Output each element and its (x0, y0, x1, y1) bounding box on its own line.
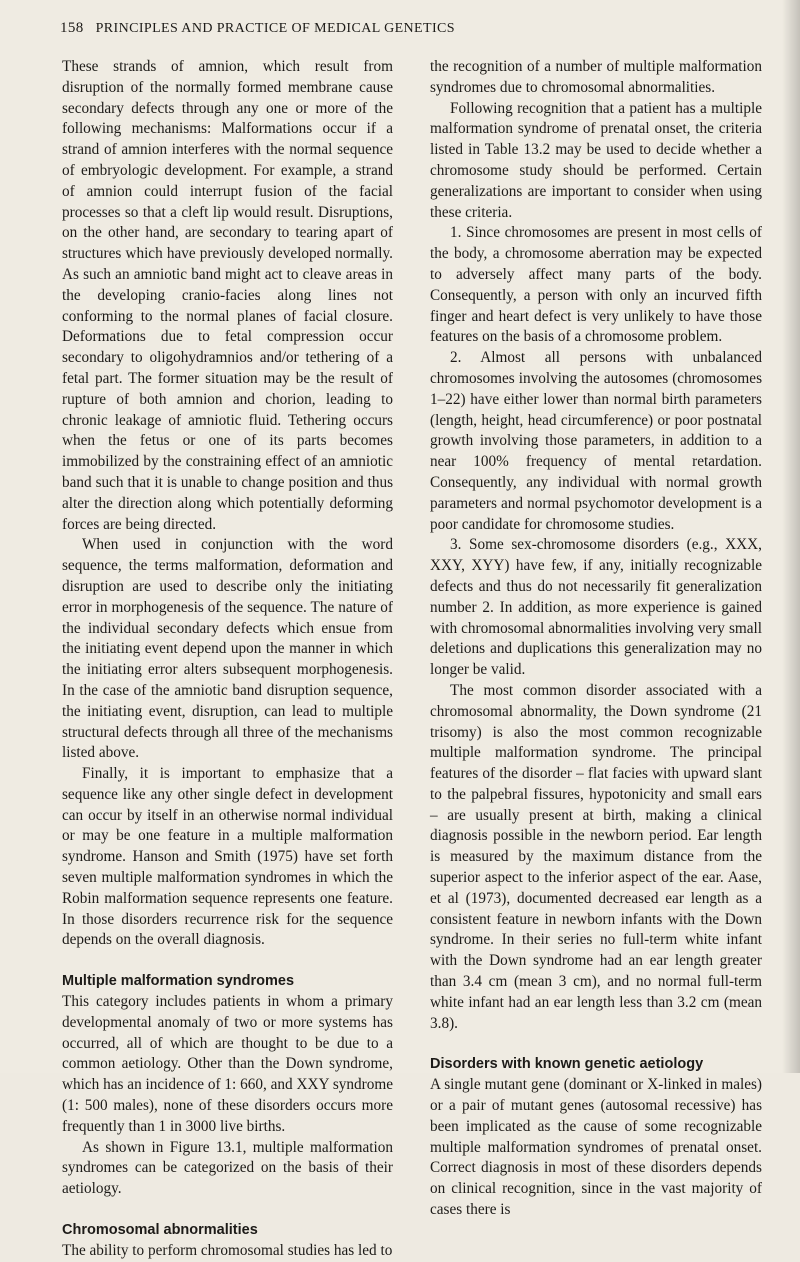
book-title: PRINCIPLES AND PRACTICE OF MEDICAL GENETICS (95, 21, 455, 36)
right-column (430, 57, 762, 1221)
paragraph: Finally, it is important to emphasize that a sequence like any other single defect in development can occur by itself in an otherwise normal individual or may be one feature in a multiple malformation syndrome. Hanson and Smith (1975) have set forth seven multiple malformation syndromes in which the Robin malformation sequence represents one feature. In those disorders recurrence risk for the sequence depends on the overall diagnosis. (62, 765, 393, 949)
left-column (62, 57, 393, 1262)
section-gap (430, 1034, 762, 1054)
paragraph: The most common disorder associated with a chromosomal abnormality, the Down syndrome (21 trisomy) is also the most common recognizable multiple malformation syndrome. The principal features of the disorder – flat facies with upward slant to the palpebral fissures, hypotonicity and small ears – are usually present at birth, making a clinical diagnosis possible in the newborn period. Ear length is measured by the maximum distance from the superior aspect to the inferior aspect of the ear. Aase, et al (1973), documented decreased ear length as a consistent feature in newborn infants with the Down syndrome. In their series no full-term white infant with the Down syndrome had an ear length greater than 3.4 cm (mean 3 cm), and no normal full-term white infant had an ear length less than 3.2 cm (mean 3.8). (430, 681, 762, 1032)
paragraph: 2. Almost all persons with unbalanced chromosomes involving the autosomes (chromosomes 1–22) have either lower than normal birth parameters (length, height, head circumference) or poor postnatal growth involving those parameters, in addition to a near 100% frequency of mental retardation. Consequently, any individual with normal growth parameters and normal psychomotor development is a poor candidate for chromosome studies. (430, 349, 762, 533)
section-gap (62, 1200, 393, 1220)
section-heading: Disorders with known genetic aetiology (430, 1056, 704, 1073)
section-heading: Chromosomal abnormalities (62, 1222, 258, 1239)
section-heading: Multiple malformation syndromes (62, 973, 295, 990)
paragraph: 3. Some sex-chromosome disorders (e.g., XXX, XXY, XYY) have few, if any, initially recognizable defects and thus do not necessarily fit generalization number 2. In addition, as more experience is gained with chromosomal abnormalities involving very small deletions and duplications this generalization may no longer be valid. (430, 536, 762, 679)
section-gap (62, 951, 393, 971)
paragraph: the recognition of a number of multiple malformation syndromes due to chromosomal abnormalities. (430, 58, 762, 96)
paragraph: 1. Since chromosomes are present in most cells of the body, a chromosome aberration may be expected to adversely affect many parts of the body. Consequently, a person with only an incurved fifth finger and heart defect is very unlikely to have those features on the basis of a chromosome problem. (430, 224, 762, 346)
paragraph: A single mutant gene (dominant or X-linked in males) or a pair of mutant genes (autosomal recessive) has been implicated as the cause of some recognizable multiple malformation syndromes of prenatal onset. Correct diagnosis in most of these disorders depends on clinical recognition, since in the vast majority of cases there is (430, 1076, 762, 1219)
paragraph: These strands of amnion, which result from disruption of the normally formed membrane cause secondary defects through any one or more of the following mechanisms: Malformations occur if a strand of amnion interferes with the normal sequence of embryologic development. For example, a strand of amnion could interrupt fusion of the facial processes so that a cleft lip would result. Disruptions, on the other hand, are secondary to tearing apart of structures which have previously developed normally. As such an amniotic band might act to cleave areas in the developing cranio-facies along lines not conforming to the normal planes of facial closure. Deformations due to fetal compression occur secondary to oligohydramnios and/or tethering of a fetal part. The former situation may be the result of rupture of both amnion and chorion, leading to chronic leakage of amniotic fluid. Tethering occurs when the fetus or one of its parts becomes immobilized by the constraining effect of an amniotic band such that it is unable to change position and thus alter the direction along which potentially deforming forces are being directed. (62, 58, 393, 533)
paragraph: As shown in Figure 13.1, multiple malformation syndromes can be categorized on the basis of their aetiology. (62, 1138, 393, 1198)
paragraph: Following recognition that a patient has a multiple malformation syndrome of prenatal onset, the criteria listed in Table 13.2 may be used to decide whether a chromosome study should be performed. Certain generalizations are important to consider when using these criteria. (430, 99, 762, 221)
page-number: 158 (60, 20, 84, 36)
running-head (60, 20, 760, 37)
paragraph: The ability to perform chromosomal studies has led to (62, 1241, 393, 1259)
paragraph: When used in conjunction with the word sequence, the terms malformation, deformation and disruption are used to describe only the initiating error in morphogenesis of the sequence. The nature of the individual secondary defects which ensue from the initiating event depend upon the manner in which the initiating error alters subsequent morphogenesis. In the case of the amniotic band disruption sequence, the initiating event, disruption, can lead to multiple structural defects through all three of the mechanisms listed above. (62, 536, 393, 762)
paragraph: This category includes patients in whom a primary developmental anomaly of two or more systems has occurred, all of which are thought to be due to a common aetiology. Other than the Down syndrome, which has an incidence of 1: 660, and XXY syndrome (1: 500 males), none of these disorders occurs more frequently than 1 in 3000 live births. (62, 993, 393, 1135)
